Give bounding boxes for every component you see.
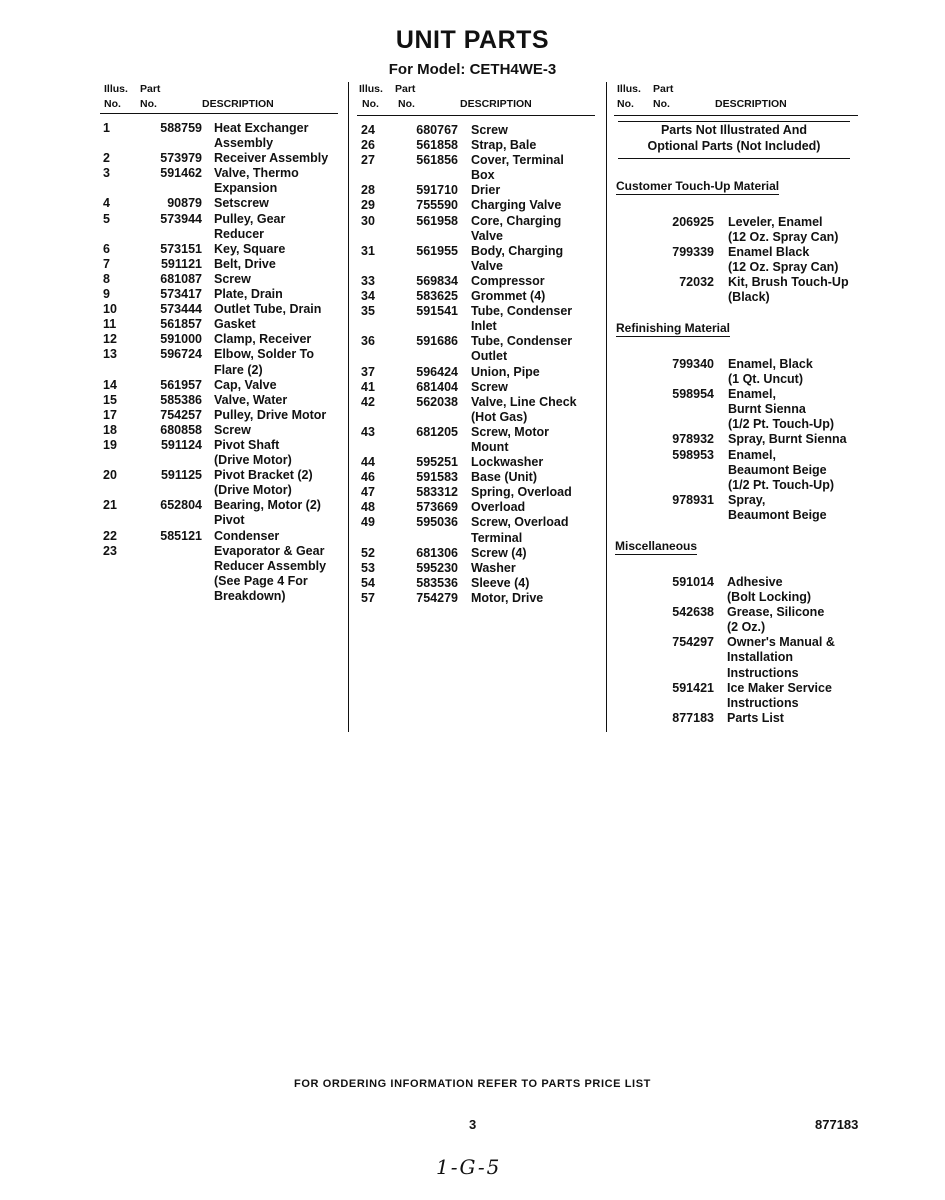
part-number: 542638	[672, 605, 714, 620]
illus-number: 44	[361, 455, 375, 470]
illus-number: 28	[361, 183, 375, 198]
part-row	[103, 287, 343, 302]
part-description: Adhesive	[727, 575, 783, 589]
illus-number: 34	[361, 289, 375, 304]
part-number: 561955	[416, 243, 458, 258]
part-row	[361, 183, 601, 198]
illus-number: 22	[103, 528, 117, 543]
part-description: Strap, Bale	[471, 138, 537, 153]
illus-number: 21	[103, 498, 117, 513]
illus-number: 53	[361, 560, 375, 575]
part-row	[103, 166, 343, 196]
part-description: Enamel,	[728, 447, 776, 462]
part-row	[103, 317, 343, 332]
part-row	[103, 212, 343, 242]
part-number: 561957	[160, 377, 202, 392]
part-row	[103, 151, 343, 166]
illus-label: Illus.	[617, 83, 641, 95]
illus-number: 36	[361, 334, 375, 349]
part-description: (12 Oz. Spray Can)	[728, 230, 839, 245]
part-description: Tube, Condenser	[471, 334, 573, 349]
illus-number: 4	[103, 196, 110, 211]
illus-number: 46	[361, 470, 375, 485]
part-description: Overload	[471, 500, 526, 515]
description-label: DESCRIPTION	[460, 98, 532, 110]
col3-header-rule	[614, 115, 858, 116]
part-number: 591421	[672, 680, 714, 695]
illus-number: 26	[361, 138, 375, 153]
part-row	[361, 138, 601, 153]
part-description: Plate, Drain	[214, 287, 283, 302]
refinishing-items	[616, 357, 856, 523]
parts-column-1	[103, 121, 343, 604]
part-description: Union, Pipe	[471, 364, 540, 379]
note-bottom-rule	[618, 158, 850, 159]
illus-number: 6	[103, 241, 110, 256]
part-row	[361, 123, 601, 138]
part-row	[361, 591, 601, 606]
part-row	[361, 153, 601, 183]
part-row	[361, 334, 601, 364]
part-number: 591710	[416, 183, 458, 198]
part-label: Part	[653, 83, 674, 95]
miscellaneous-items	[616, 575, 856, 726]
illus-number: 17	[103, 407, 117, 422]
part-row	[103, 438, 343, 468]
part-description: Outlet	[471, 349, 508, 364]
part-description: Screw, Overload	[471, 515, 569, 530]
part-description: Screw	[471, 123, 508, 137]
illus-number: 48	[361, 500, 375, 515]
part-description: Condenser	[214, 528, 280, 543]
illus-number: 18	[103, 422, 117, 437]
part-number: 598953	[672, 447, 714, 462]
illus-label: Illus.	[104, 83, 128, 95]
description-label: DESCRIPTION	[202, 98, 274, 110]
part-row	[103, 347, 343, 377]
illus-number: 35	[361, 304, 375, 319]
part-row	[103, 242, 343, 257]
illus-number: 14	[103, 377, 117, 392]
col2-header	[359, 82, 589, 112]
part-description: Spring, Overload	[471, 485, 572, 500]
part-number: 877183	[672, 710, 714, 725]
illus-number: 57	[361, 590, 375, 605]
part-description: Washer	[471, 560, 516, 575]
part-description: (Drive Motor)	[214, 483, 292, 498]
part-row	[361, 198, 601, 213]
part-row	[361, 214, 601, 244]
part-number: 561958	[416, 213, 458, 228]
part-description: Cap, Valve	[214, 377, 277, 392]
part-number: 595230	[416, 560, 458, 575]
part-row	[616, 681, 856, 711]
part-description: Enamel Black	[728, 245, 810, 260]
part-description: Heat Exchanger	[214, 121, 309, 135]
part-number: 680858	[160, 422, 202, 437]
part-number: 569834	[416, 273, 458, 288]
illus-number: 29	[361, 198, 375, 213]
part-number: 573151	[160, 241, 202, 256]
illus-label: Illus.	[359, 83, 383, 95]
part-description: (2 Oz.)	[727, 620, 766, 635]
part-number: 591124	[160, 437, 202, 452]
part-row	[361, 561, 601, 576]
part-description: Screw	[214, 271, 251, 286]
part-description: Grease, Silicone	[727, 605, 825, 620]
part-number: 562038	[416, 394, 458, 409]
illus-number: 11	[103, 317, 117, 332]
part-description: Evaporator & Gear	[214, 543, 325, 558]
note-line: Parts Not Illustrated And	[660, 123, 808, 137]
part-description: Receiver Assembly	[214, 151, 329, 166]
part-number: 90879	[167, 196, 202, 211]
part-number: 799339	[672, 245, 714, 260]
illus-number: 8	[103, 271, 110, 286]
illus-number: 23	[103, 543, 117, 558]
page-title: UNIT PARTS	[395, 26, 550, 54]
part-number: 591541	[416, 304, 458, 319]
part-row	[103, 378, 343, 393]
part-row	[103, 272, 343, 287]
part-number: 573444	[160, 302, 202, 317]
part-number: 573979	[160, 151, 202, 166]
illus-number: 41	[361, 379, 375, 394]
part-description: Lockwasher	[471, 455, 544, 470]
part-row	[361, 304, 601, 334]
illus-number: 3	[103, 166, 110, 181]
part-description: Screw (4)	[471, 545, 527, 560]
illus-number: 5	[103, 211, 110, 226]
part-number: 652804	[160, 498, 202, 513]
part-description: Valve, Line Check	[471, 394, 577, 409]
part-description: Instructions	[727, 665, 799, 680]
part-row	[616, 605, 856, 635]
parts-column-2	[361, 123, 601, 606]
illus-number: 7	[103, 256, 110, 271]
part-row	[361, 289, 601, 304]
illus-number: 12	[103, 332, 117, 347]
column-divider-right	[606, 82, 607, 732]
part-number: 799340	[672, 357, 714, 371]
part-number: 680767	[416, 123, 458, 137]
part-number: 595036	[416, 515, 458, 530]
document-number: 877183	[815, 1117, 859, 1132]
part-description: (12 Oz. Spray Can)	[728, 260, 839, 275]
optional-parts-note	[618, 122, 850, 154]
part-row	[616, 711, 856, 726]
illus-number: 15	[103, 392, 117, 407]
part-description: Tube, Condenser	[471, 304, 573, 319]
part-description: Pivot Shaft	[214, 437, 280, 452]
part-description: Enamel, Black	[728, 357, 813, 371]
part-description: (Hot Gas)	[471, 409, 528, 424]
section-heading-touch-up: Customer Touch-Up Material	[616, 179, 780, 193]
part-description: Ice Maker Service	[727, 680, 832, 695]
part-row	[103, 393, 343, 408]
illus-number: 31	[361, 243, 375, 258]
part-description: Beaumont Beige	[728, 462, 827, 477]
part-row	[361, 576, 601, 591]
part-number: 591583	[416, 470, 458, 485]
part-description: Sleeve (4)	[471, 575, 530, 590]
part-row	[361, 244, 601, 274]
page-number: 3	[469, 1117, 477, 1132]
part-description: Box	[471, 168, 495, 183]
part-number: 583625	[416, 289, 458, 304]
part-description: Compressor	[471, 273, 545, 288]
part-number: 591000	[160, 332, 202, 347]
col3-header	[617, 82, 847, 112]
part-number: 978931	[672, 492, 714, 507]
part-description: Valve, Thermo	[214, 166, 299, 181]
part-label: Part	[395, 83, 416, 95]
part-number: 573669	[416, 500, 458, 515]
part-row	[361, 515, 601, 545]
part-description: (Black)	[728, 290, 770, 305]
illus-number: 42	[361, 394, 375, 409]
part-description: Core, Charging	[471, 213, 562, 228]
part-description: Beaumont Beige	[728, 507, 827, 522]
part-row	[361, 380, 601, 395]
part-number: 595251	[416, 455, 458, 470]
illus-number: 20	[103, 468, 117, 483]
part-number: 573944	[160, 211, 202, 226]
part-description: Grommet (4)	[471, 289, 546, 304]
section-heading-refinishing: Refinishing Material	[616, 321, 731, 335]
part-number: 598954	[672, 387, 714, 402]
part-description: Mount	[471, 439, 509, 454]
part-number: 754279	[416, 590, 458, 605]
part-row	[616, 448, 856, 493]
illus-number: 30	[361, 213, 375, 228]
part-row	[103, 544, 343, 604]
part-description: Enamel,	[728, 387, 776, 402]
part-row	[361, 395, 601, 425]
part-description: Kit, Brush Touch-Up	[728, 275, 849, 290]
illus-number: 13	[103, 347, 117, 362]
part-description: Pivot	[214, 513, 245, 528]
part-number: 681306	[416, 545, 458, 560]
illus-number: 49	[361, 515, 375, 530]
part-description: Motor, Drive	[471, 590, 544, 605]
part-description: Pulley, Gear	[214, 211, 286, 226]
illus-number: 54	[361, 575, 375, 590]
no-label: No.	[362, 98, 379, 110]
part-description: Valve	[471, 258, 503, 273]
part-number: 583536	[416, 575, 458, 590]
illus-number: 33	[361, 273, 375, 288]
no-label: No.	[140, 98, 157, 110]
part-row	[103, 121, 343, 151]
part-description: Inlet	[471, 319, 497, 334]
part-description: Valve, Water	[214, 392, 288, 407]
part-description: Instructions	[727, 695, 799, 710]
illus-number: 1	[103, 121, 110, 135]
part-number: 591014	[672, 575, 714, 589]
part-description: Pulley, Drive Motor	[214, 407, 327, 422]
part-description: Base (Unit)	[471, 470, 537, 485]
part-row	[103, 257, 343, 272]
part-number: 591462	[160, 166, 202, 181]
part-description: Burnt Sienna	[728, 402, 806, 417]
part-number: 561857	[160, 317, 202, 332]
part-row	[616, 432, 856, 447]
part-description: Spray, Burnt Sienna	[728, 432, 847, 447]
description-label: DESCRIPTION	[715, 98, 787, 110]
part-description: Reducer Assembly	[214, 558, 327, 573]
part-description: Screw	[471, 379, 508, 394]
part-number: 681404	[416, 379, 458, 394]
illus-number: 52	[361, 545, 375, 560]
part-description: Assembly	[214, 136, 274, 151]
no-label: No.	[617, 98, 634, 110]
part-row	[361, 546, 601, 561]
part-number: 561856	[416, 153, 458, 168]
col2-header-rule	[357, 115, 595, 116]
part-number: 591121	[160, 256, 202, 271]
part-description: Gasket	[214, 317, 256, 332]
part-number: 206925	[672, 215, 714, 229]
part-description: (See Page 4 For	[214, 573, 308, 588]
part-row	[103, 408, 343, 423]
part-row	[361, 485, 601, 500]
part-description: Pivot Bracket (2)	[214, 468, 313, 483]
part-description: Screw, Motor	[471, 424, 550, 439]
part-description: (Bolt Locking)	[727, 590, 812, 605]
part-description: Leveler, Enamel	[728, 215, 823, 229]
part-number: 583312	[416, 485, 458, 500]
part-description: Valve	[471, 228, 503, 243]
part-row	[616, 635, 856, 680]
part-description: Reducer	[214, 226, 265, 241]
part-description: Outlet Tube, Drain	[214, 302, 322, 317]
part-number: 596424	[416, 364, 458, 379]
part-number: 681087	[160, 271, 202, 286]
part-description: Breakdown)	[214, 588, 286, 603]
handwritten-note: 1-G-5	[436, 1155, 502, 1179]
part-description: (Drive Motor)	[214, 453, 292, 468]
part-row	[616, 493, 856, 523]
part-number: 681205	[416, 424, 458, 439]
part-description: Clamp, Receiver	[214, 332, 312, 347]
part-row	[616, 275, 856, 305]
part-description: Spray,	[728, 492, 766, 507]
part-description: Parts List	[727, 710, 784, 725]
touch-up-items	[616, 215, 856, 306]
part-row	[103, 498, 343, 528]
section-heading-miscellaneous: Miscellaneous	[615, 539, 698, 553]
part-description: Key, Square	[214, 241, 286, 256]
part-row	[103, 423, 343, 438]
illus-number: 9	[103, 287, 110, 302]
illus-number: 24	[361, 123, 375, 137]
part-description: Terminal	[471, 530, 523, 545]
part-row	[361, 425, 601, 455]
part-description: Cover, Terminal	[471, 153, 564, 168]
part-number: 573417	[160, 287, 202, 302]
note-line: Optional Parts (Not Included)	[647, 139, 821, 153]
part-row	[103, 529, 343, 544]
part-number: 585386	[160, 392, 202, 407]
ordering-information: FOR ORDERING INFORMATION REFER TO PARTS PRICE LIST	[294, 1078, 651, 1090]
part-row	[361, 274, 601, 289]
part-number: 591125	[160, 468, 202, 483]
part-row	[103, 468, 343, 498]
part-number: 72032	[679, 275, 714, 290]
part-number: 755590	[416, 198, 458, 213]
part-description: Flare (2)	[214, 362, 263, 377]
part-number: 596724	[160, 347, 202, 362]
part-description: (1/2 Pt. Touch-Up)	[728, 477, 835, 492]
part-description: Owner's Manual &	[727, 635, 835, 650]
part-description: Elbow, Solder To	[214, 347, 314, 362]
part-number: 588759	[160, 121, 202, 135]
part-description: Bearing, Motor (2)	[214, 498, 321, 513]
no-label: No.	[104, 98, 121, 110]
illus-number: 19	[103, 437, 117, 452]
part-description: (1 Qt. Uncut)	[728, 372, 803, 387]
model-subtitle: For Model: CETH4WE-3	[388, 61, 557, 78]
part-number: 591686	[416, 334, 458, 349]
part-row	[361, 365, 601, 380]
part-row	[103, 302, 343, 317]
part-description: Expansion	[214, 181, 278, 196]
no-label: No.	[398, 98, 415, 110]
no-label: No.	[653, 98, 670, 110]
part-row	[361, 500, 601, 515]
part-description: Belt, Drive	[214, 256, 276, 271]
part-description: (1/2 Pt. Touch-Up)	[728, 417, 835, 432]
part-description: Setscrew	[214, 196, 269, 211]
col1-header	[104, 82, 334, 112]
illus-number: 27	[361, 153, 375, 168]
part-row	[616, 245, 856, 275]
part-row	[616, 387, 856, 432]
part-description: Drier	[471, 183, 501, 198]
illus-number: 10	[103, 302, 117, 317]
part-number: 754297	[672, 635, 714, 650]
illus-number: 2	[103, 151, 110, 166]
part-row	[103, 332, 343, 347]
part-row	[616, 357, 856, 387]
column-divider-left	[348, 82, 349, 732]
part-row	[616, 575, 856, 605]
part-number: 561858	[416, 138, 458, 153]
part-number: 754257	[160, 407, 202, 422]
part-number: 585121	[160, 528, 202, 543]
part-description: Body, Charging	[471, 243, 564, 258]
part-row	[361, 470, 601, 485]
illus-number: 37	[361, 364, 375, 379]
part-description: Screw	[214, 422, 251, 437]
col1-header-rule	[100, 113, 338, 114]
part-number: 978932	[672, 432, 714, 447]
part-row	[103, 196, 343, 211]
part-row	[361, 455, 601, 470]
part-description: Charging Valve	[471, 198, 562, 213]
part-row	[616, 215, 856, 245]
part-description: Installation	[727, 650, 793, 665]
illus-number: 43	[361, 424, 375, 439]
illus-number: 47	[361, 485, 375, 500]
part-label: Part	[140, 83, 161, 95]
